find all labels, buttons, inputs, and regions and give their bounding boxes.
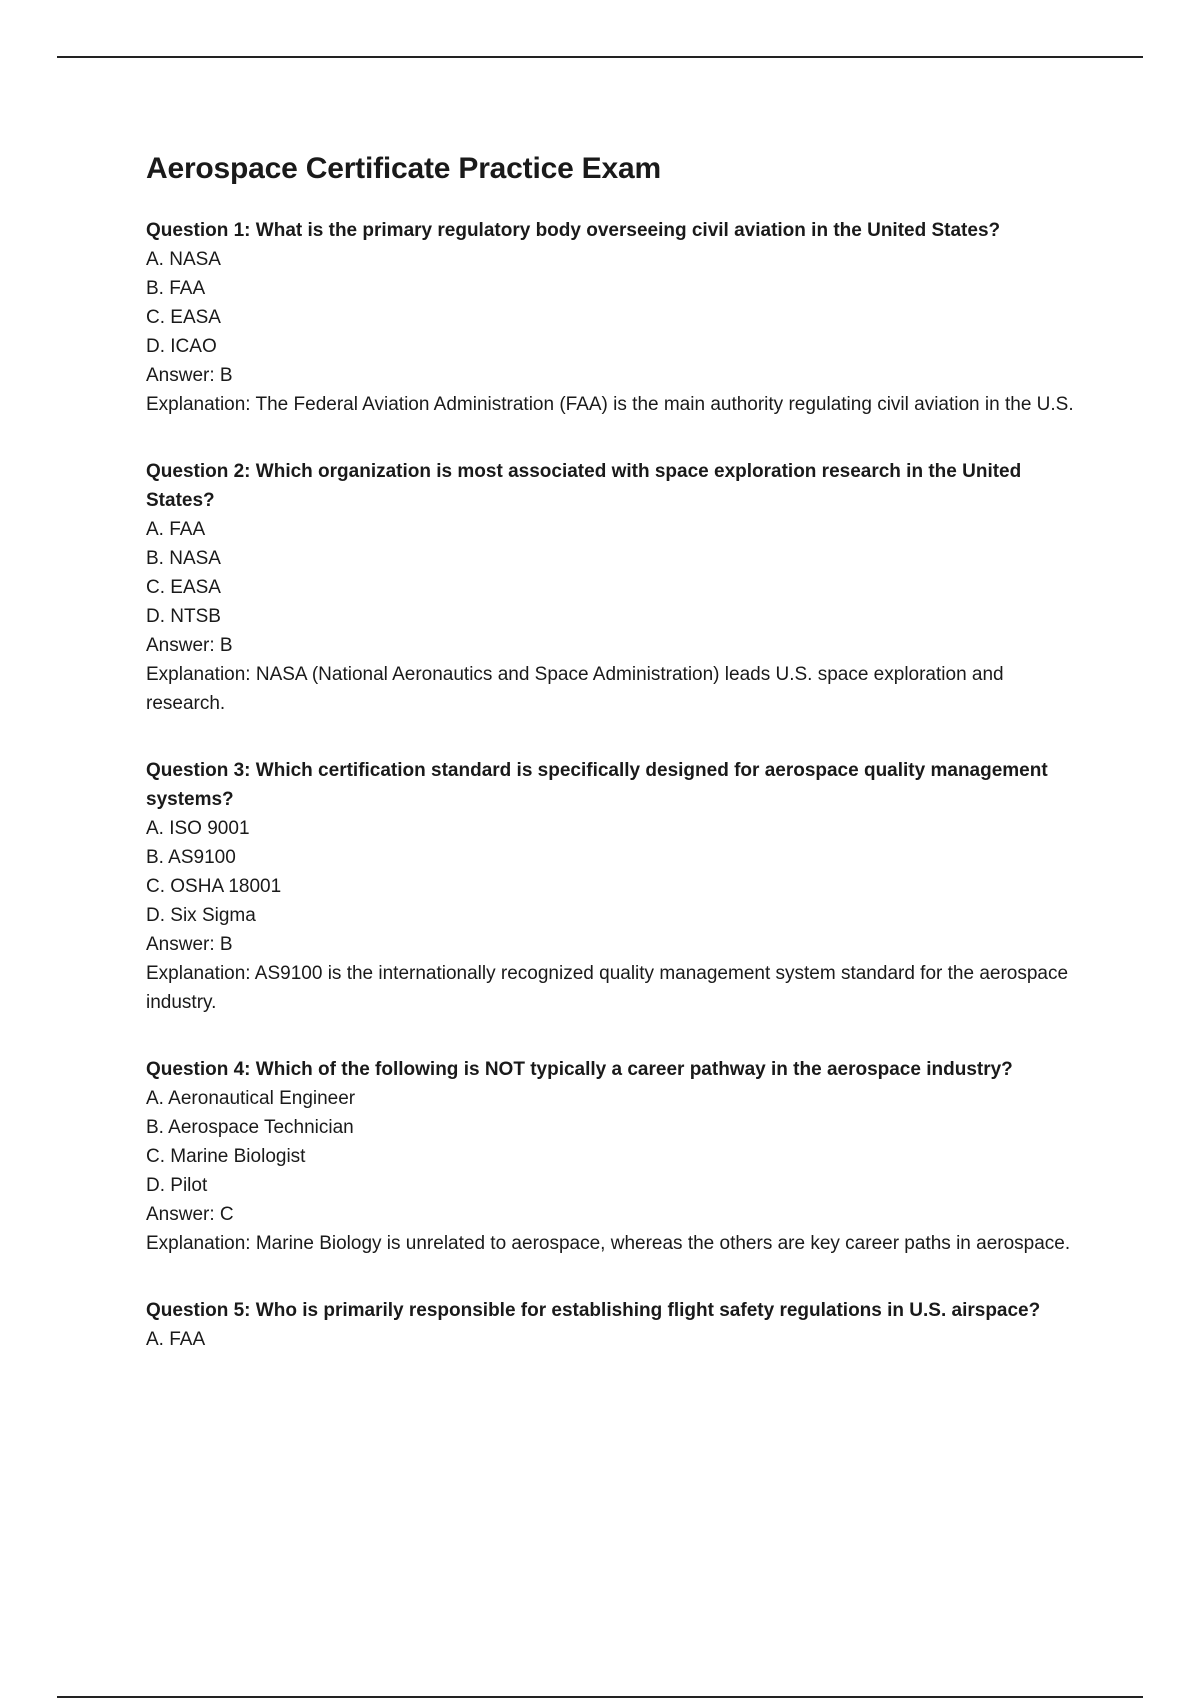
option-d: D. NTSB — [146, 606, 221, 627]
option-a: A. NASA — [146, 249, 221, 270]
answer: Answer: B — [146, 635, 233, 656]
question-text: Question 2: Which organization is most associated with space exploration research in the United States? — [146, 461, 1022, 511]
option-d: D. Six Sigma — [146, 905, 256, 926]
question-4 — [146, 1055, 1086, 1258]
explanation: Explanation: The Federal Aviation Administration (FAA) is the main authority regulating civil aviation in the U.S. — [146, 394, 1074, 415]
question-text: Question 3: Which certification standard is specifically designed for aerospace quality management systems? — [146, 760, 1048, 810]
question-text: Question 4: Which of the following is NOT typically a career pathway in the aerospace industry? — [146, 1059, 1013, 1080]
top-rule — [57, 56, 1143, 58]
option-a: A. ISO 9001 — [146, 818, 250, 839]
option-b: B. AS9100 — [146, 847, 236, 868]
answer: Answer: B — [146, 365, 233, 386]
option-b: B. FAA — [146, 278, 206, 299]
option-d: D. ICAO — [146, 336, 217, 357]
question-text: Question 5: Who is primarily responsible for establishing flight safety regulations in U.S. airspace? — [146, 1300, 1041, 1321]
question-5 — [146, 1296, 1086, 1354]
question-2 — [146, 457, 1086, 718]
bottom-rule — [57, 1696, 1143, 1698]
option-c: C. OSHA 18001 — [146, 876, 282, 897]
document-title: Aerospace Certificate Practice Exam — [146, 152, 661, 185]
explanation: Explanation: Marine Biology is unrelated to aerospace, whereas the others are key career paths in aerospace. — [146, 1233, 1071, 1254]
question-text: Question 1: What is the primary regulatory body overseeing civil aviation in the United States? — [146, 220, 1001, 241]
option-a: A. FAA — [146, 519, 206, 540]
option-c: C. EASA — [146, 577, 221, 598]
option-b: B. Aerospace Technician — [146, 1117, 354, 1138]
option-b: B. NASA — [146, 548, 221, 569]
question-3 — [146, 756, 1086, 1017]
option-c: C. EASA — [146, 307, 221, 328]
question-1 — [146, 216, 1086, 419]
explanation: Explanation: AS9100 is the internationally recognized quality management system standard for the aerospace industry. — [146, 963, 1069, 1013]
option-d: D. Pilot — [146, 1175, 208, 1196]
explanation: Explanation: NASA (National Aeronautics and Space Administration) leads U.S. space exploration and research. — [146, 664, 1004, 714]
answer: Answer: B — [146, 934, 233, 955]
document-body — [146, 146, 1086, 1392]
option-a: A. FAA — [146, 1329, 206, 1350]
option-a: A. Aeronautical Engineer — [146, 1088, 356, 1109]
option-c: C. Marine Biologist — [146, 1146, 306, 1167]
answer: Answer: C — [146, 1204, 234, 1225]
